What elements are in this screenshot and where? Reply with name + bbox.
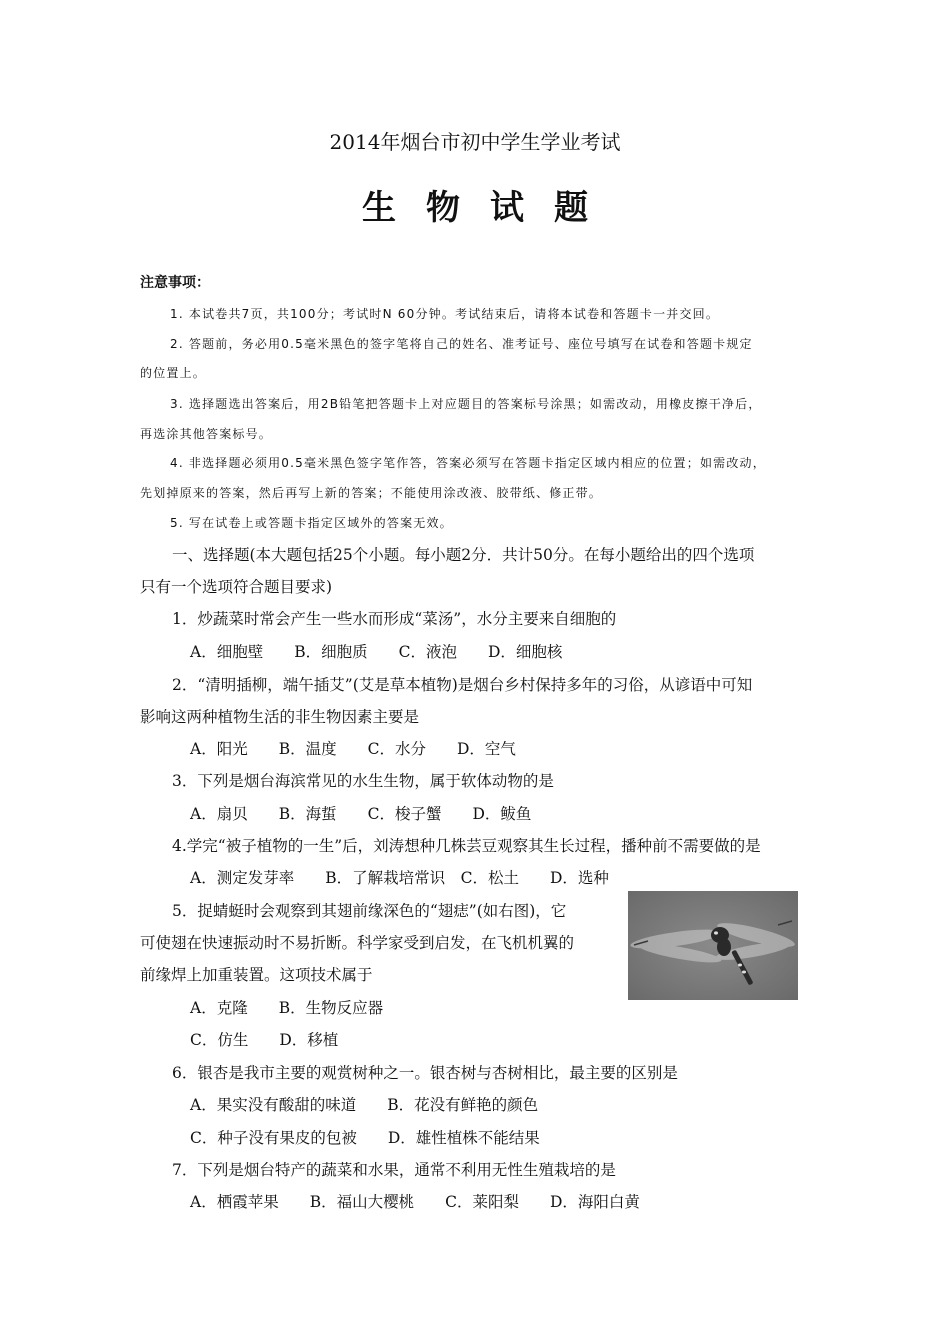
- q1-stem: 1．炒蔬菜时常会产生一些水而形成“菜汤”，水分主要来自细胞的: [172, 610, 617, 628]
- dragonfly-figure: [628, 891, 798, 1000]
- q1-options: A．细胞壁 B．细胞质 C．液泡 D．细胞核: [190, 643, 563, 661]
- q5-options-line-2: C．仿生 D．移植: [190, 1031, 339, 1049]
- q2-options: A．阳光 B．温度 C．水分 D．空气: [190, 740, 516, 758]
- notice-heading: 注意事项：: [140, 275, 210, 291]
- q5-stem-line-2: 可使翅在快速振动时不易折断。科学家受到启发，在飞机机翼的: [140, 934, 575, 952]
- notice-item-3-line-1: 3. 选择题选出答案后，用2B铅笔把答题卡上对应题目的答案标号涂黑；如需改动，用橡皮擦干净后，: [170, 397, 762, 411]
- q7-stem: 7．下列是烟台特产的蔬菜和水果，通常不利用无性生殖栽培的是: [172, 1161, 616, 1179]
- q6-options-line-1: A．果实没有酸甜的味道 B．花没有鲜艳的颜色: [190, 1096, 539, 1114]
- q2-stem-line-2: 影响这两种植物生活的非生物因素主要是: [140, 708, 420, 726]
- q2-stem-line-1: 2．“清明插柳，端午插艾”(艾是草本植物)是烟台乡村保持多年的习俗，从谚语中可知: [172, 676, 753, 694]
- notice-item-2-line-1: 2. 答题前，务必用0.5毫米黑色的签字笔将自己的姓名、准考证号、座位号填写在试卷和答题卡规定: [170, 337, 753, 351]
- notice-item-5: 5. 写在试卷上或答题卡指定区域外的答案无效。: [170, 516, 453, 530]
- q5-options-line-1: A．克隆 B．生物反应器: [190, 999, 384, 1017]
- q3-stem: 3．下列是烟台海滨常见的水生生物，属于软体动物的是: [172, 772, 554, 790]
- notice-item-4-line-1: 4. 非选择题必须用0.5毫米黑色签字笔作答，答案必须写在答题卡指定区域内相应的位置；如需改动，: [170, 456, 766, 470]
- q3-options: A．扇贝 B．海蜇 C．梭子蟹 D．鲅鱼: [190, 805, 532, 823]
- section-intro-line-1: 一、选择题(本大题包括25个小题。每小题2分．共计50分。在每小题给出的四个选项: [172, 546, 755, 564]
- q5-stem-line-3: 前缘焊上加重装置。这项技术属于: [140, 966, 373, 984]
- subject-title: 生物试题: [362, 188, 618, 228]
- section-intro-line-2: 只有一个选项符合题目要求): [140, 578, 333, 596]
- notice-item-1: 1. 本试卷共7页，共100分；考试时N 60分钟。考试结束后，请将本试卷和答题卡一并交回。: [170, 307, 720, 321]
- notice-item-4-line-2: 先划掉原来的答案，然后再写上新的答案；不能使用涂改液、胶带纸、修正带。: [140, 486, 603, 500]
- dragonfly-image: [628, 891, 798, 1000]
- q6-stem: 6．银杏是我市主要的观赏树种之一。银杏树与杏树相比，最主要的区别是: [172, 1064, 678, 1082]
- q5-stem-line-1: 5．捉蜻蜓时会观察到其翅前缘深色的“翅痣”(如右图)，它: [172, 902, 567, 920]
- q4-options: A．测定发芽率 B．了解栽培常识 C．松土 D．选种: [190, 869, 609, 887]
- notice-item-2-line-2: 的位置上。: [140, 366, 207, 380]
- q6-options-line-2: C．种子没有果皮的包被 D．雄性植株不能结果: [190, 1129, 540, 1147]
- q4-stem: 4.学完“被子植物的一生”后，刘涛想种几株芸豆观察其生长过程，播种前不需要做的是: [172, 837, 761, 855]
- exam-title: 2014年烟台市初中学生学业考试: [329, 130, 621, 154]
- q7-options: A．栖霞苹果 B．福山大樱桃 C．莱阳梨 D．海阳白黄: [190, 1193, 640, 1211]
- notice-item-3-line-2: 再选涂其他答案标号。: [140, 427, 273, 441]
